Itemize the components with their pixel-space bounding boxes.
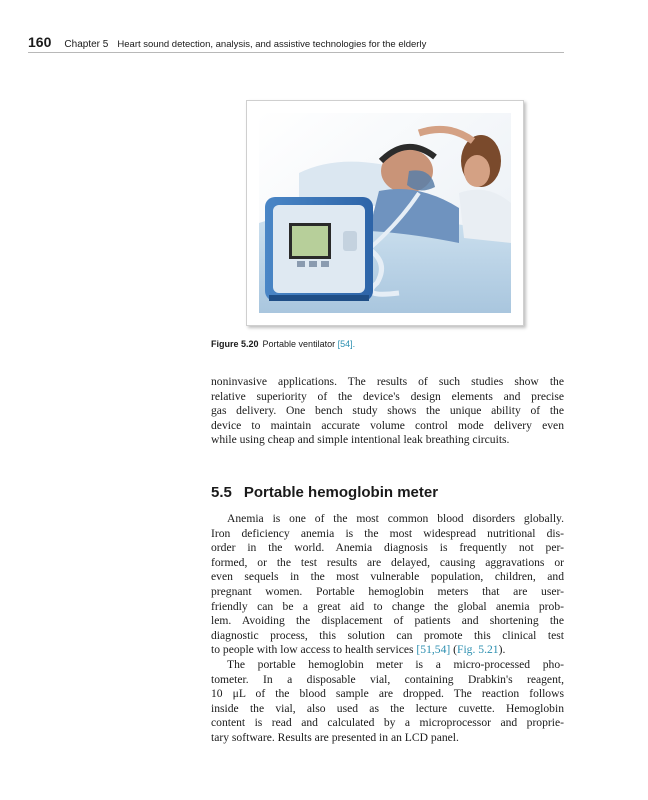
paren-open: ( (453, 643, 458, 657)
section-number: 5.5 (211, 484, 232, 501)
paragraph-line: formed, or the test results are delayed, causing aggravations or (211, 555, 564, 569)
paragraph-2 (211, 512, 564, 658)
paragraph-line: tary software. Results are presented in an LCD panel. (211, 730, 459, 744)
paragraph-line: pregnant women. Portable hemoglobin meters that are user- (211, 584, 564, 598)
paragraph-line: Iron deficiency anemia is the most widespread nutritional dis- (211, 526, 564, 540)
paragraph-line: lem. Avoiding the displacement of patients and shortening the (211, 614, 564, 628)
paragraph-line: order in the world. Anemia diagnosis is frequently not per- (211, 541, 564, 555)
paren-close: ). (498, 643, 506, 657)
paragraph-line: relative superiority of the device's design elements and precise (211, 389, 564, 403)
paragraph-line: while using cheap and simple intentional leak breathing circuits. (211, 433, 510, 447)
section-heading (211, 484, 438, 501)
figure-caption (211, 339, 355, 349)
figure-caption-text: Portable ventilator (262, 339, 336, 349)
figure-caption-reference[interactable]: [54]. (337, 339, 356, 349)
chapter-label: Chapter 5 (64, 39, 109, 50)
citation-51-54[interactable]: [51,54] (416, 643, 451, 657)
paragraph-line: tometer. In a disposable vial, containing Drabkin's reagent, (211, 672, 564, 686)
paragraph-line: friendly can be a great aid to change the global anemia prob- (211, 599, 564, 613)
paragraph-line: diagnostic process, this solution can promote this clinical test (211, 628, 564, 642)
figure-label: Figure 5.20 (211, 339, 259, 349)
paragraph-line-with-references (211, 643, 564, 658)
section-title: Portable hemoglobin meter (243, 484, 439, 501)
paragraph-line: even sequels in the most vulnerable population, children, and (211, 570, 564, 584)
running-header (28, 34, 564, 50)
chapter-title: Heart sound detection, analysis, and assistive technologies for the elderly (117, 39, 427, 50)
portable-ventilator-photo (259, 113, 511, 313)
page-number: 160 (28, 34, 52, 50)
paragraph-line: 10 μL of the blood sample are dropped. The reaction follows (211, 687, 564, 701)
figure-5-21-link[interactable]: Fig. 5.21 (457, 643, 499, 657)
paragraph-1 (211, 375, 564, 448)
paragraph-line: noninvasive applications. The results of such studies show the (211, 375, 564, 388)
paragraph-line: The portable hemoglobin meter is a micro-processed pho- (227, 658, 564, 671)
figure-5-20 (246, 100, 524, 326)
paragraph-line: Anemia is one of the most common blood disorders globally. (227, 512, 564, 525)
paragraph-3 (211, 658, 564, 746)
paragraph-line: gas delivery. One bench study shows the unique ability of the (211, 404, 564, 418)
paragraph-line: device to maintain accurate volume control mode delivery even (211, 418, 564, 432)
paragraph-line: content is read and calculated by a microprocessor and proprie- (211, 716, 564, 730)
paragraph-line: inside the vial, also used as the lecture cuvette. Hemoglobin (211, 701, 564, 715)
header-rule (28, 52, 564, 53)
paragraph-line-text: to people with low access to health services (211, 643, 414, 657)
